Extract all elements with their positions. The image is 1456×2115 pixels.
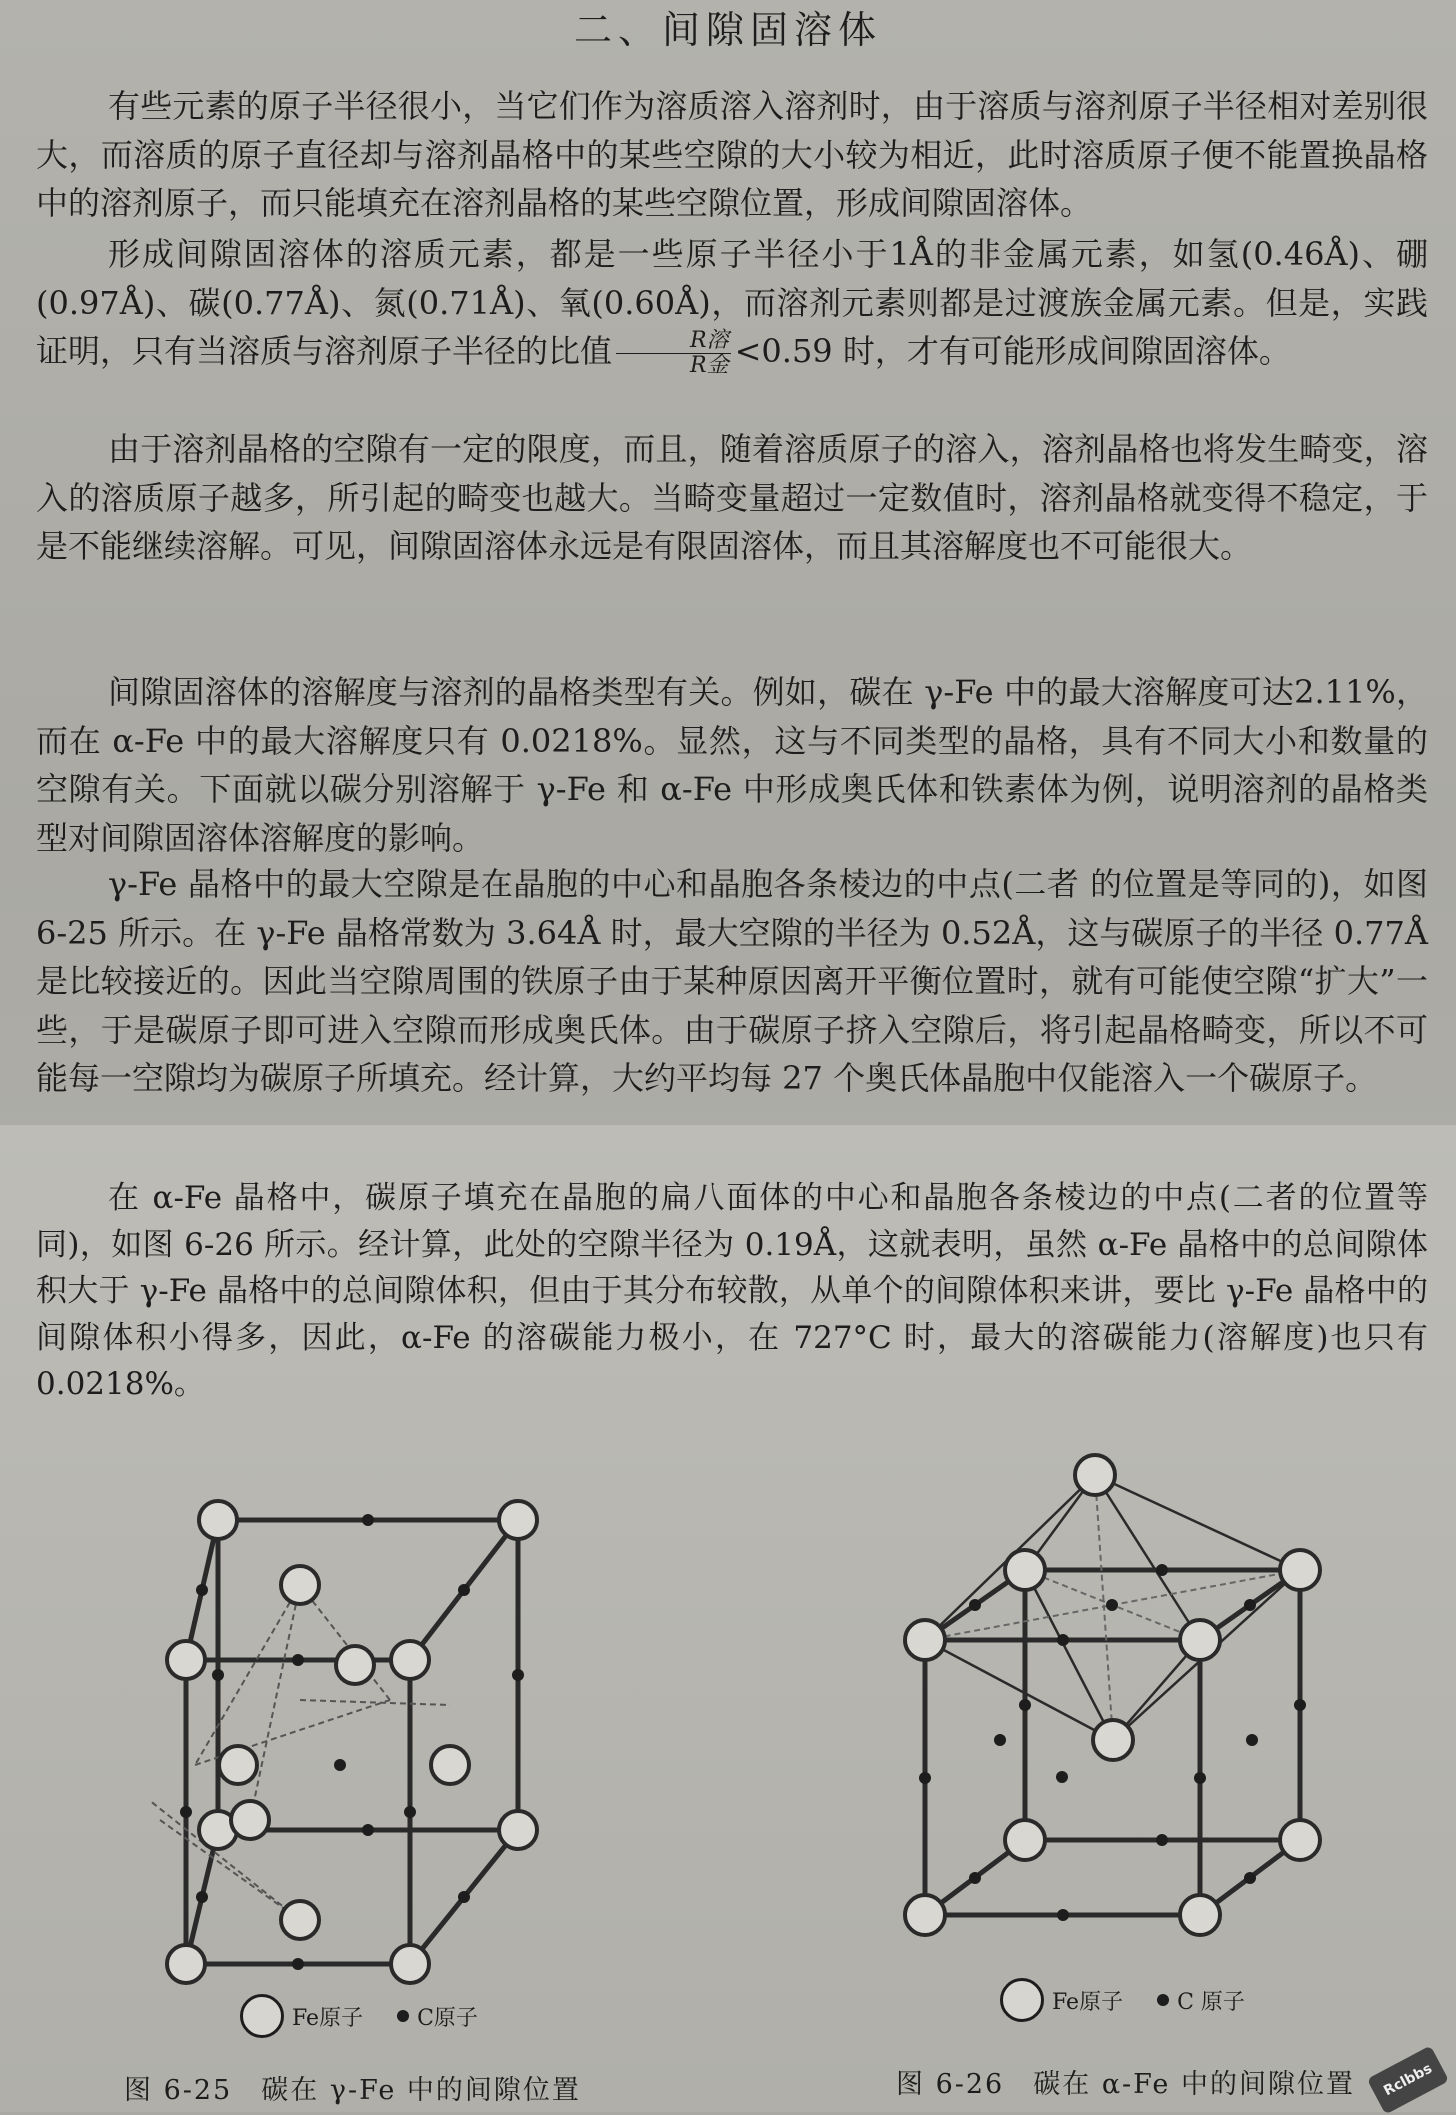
c-interstitial — [1156, 1834, 1168, 1846]
c-atom-legend-label: C原子 — [417, 2005, 478, 2031]
c-interstitial — [1246, 1734, 1258, 1746]
c-interstitial-octa-center — [1106, 1599, 1118, 1611]
c-interstitial — [196, 1584, 208, 1596]
c-atom-legend-icon — [1157, 1994, 1169, 2006]
fig25-legend — [240, 1994, 512, 2038]
fe-atom-corner — [1280, 1550, 1320, 1590]
paragraph-4: 间隙固溶体的溶解度与溶剂的晶格类型有关。例如，碳在 γ-Fe 中的最大溶解度可达2.11%，而在 α-Fe 中的最大溶解度只有 0.0218%。显然，这与不同类型的晶格，具有不同大小和数量的空隙有关。下面就以碳分别溶解于 γ-Fe 和 α-Fe 中形成奥氏体和铁素体为例，说明溶剂的晶格类型对间隙固溶体溶解度的影响。 — [36, 673, 1428, 857]
c-interstitial — [512, 1669, 524, 1681]
fraction-numerator: R溶 — [616, 329, 731, 354]
fe-atom-face — [231, 1801, 269, 1839]
fe-atom-corner — [167, 1945, 205, 1983]
c-interstitial — [919, 1772, 931, 1784]
c-interstitial — [212, 1669, 224, 1681]
fe-atom-legend-icon — [240, 1994, 284, 2038]
fe-atom-corner — [1005, 1820, 1045, 1860]
fe-atom-legend-label: Fe原子 — [1052, 1989, 1124, 2015]
c-interstitial — [994, 1734, 1006, 1746]
fcc-lattice-figure — [150, 1480, 580, 2000]
paragraph-6: 在 α-Fe 晶格中，碳原子填充在晶胞的扁八面体的中心和晶胞各条棱边的中点(二者的位置等同)，如图 6-26 所示。经计算，此处的空隙半径为 0.19Å，这就表明，虽然 α-Fe 晶格中的总间隙体积大于 γ-Fe 晶格中的总间隙体积，但由于其分布较散，从单个的间隙体积来讲，要比 γ-Fe 晶格中的间隙体积小得多，因此，α-Fe 的溶碳能力极小，在 727°C 时，最大的溶碳能力(溶解度)也只有 0.0218%。 — [36, 1180, 1428, 1402]
c-interstitial — [404, 1806, 416, 1818]
paragraph-2 — [36, 230, 1428, 378]
fe-atom-face — [281, 1566, 319, 1604]
c-interstitial — [1057, 1909, 1069, 1921]
c-interstitial — [1244, 1872, 1256, 1884]
radius-ratio-fraction — [616, 329, 731, 378]
fe-atom-corner — [1180, 1895, 1220, 1935]
fe-atom-legend-label: Fe原子 — [292, 2005, 364, 2031]
bcc-lattice-figure — [880, 1440, 1350, 1945]
paragraph-1: 有些元素的原子半径很小，当它们作为溶质溶入溶剂时，由于溶质与溶剂原子半径相对差别很大，而溶质的原子直径却与溶剂晶格中的某些空隙的大小较为相近，此时溶质原子便不能置换晶格中的溶剂原子，而只能填充在溶剂晶格的某些空隙位置，形成间隙固溶体。 — [36, 87, 1428, 222]
c-interstitial — [1244, 1599, 1256, 1611]
fe-atom-corner — [1005, 1550, 1045, 1590]
paragraph-5: γ-Fe 晶格中的最大空隙是在晶胞的中心和晶胞各条棱边的中点(二者 的位置是等同的)，如图 6-25 所示。在 γ-Fe 晶格常数为 3.64Å 时，最大空隙的半径为 0.52Å，这与碳原子的半径 0.77Å 是比较接近的。因此当空隙周围的铁原子由于某种原因离开平衡位置时，就有可能使空隙“扩大”一些，于是碳原子即可进入空隙而形成奥氏体。由于碳原子挤入空隙后，将引起晶格畸变，所以不可能每一空隙均为碳原子所填充。经计算，大约平均每 27 个奥氏体晶胞中仅能溶入一个碳原子。 — [36, 865, 1428, 1097]
fe-atom-corner — [391, 1641, 429, 1679]
c-interstitial — [1294, 1699, 1306, 1711]
fe-atom-corner — [1280, 1820, 1320, 1860]
paragraph-2-text-b: <0.59 时，才有可能形成间隙固溶体。 — [734, 332, 1291, 370]
c-interstitial — [458, 1891, 470, 1903]
c-interstitial — [196, 1891, 208, 1903]
fig25-caption: 图 6-25 碳在 γ-Fe 中的间隙位置 — [124, 2075, 581, 2106]
fe-atom-face — [219, 1746, 257, 1784]
fraction-denominator: R金 — [690, 353, 729, 378]
fe-atom-corner — [1180, 1620, 1220, 1660]
c-interstitial — [362, 1824, 374, 1836]
c-interstitial — [1156, 1564, 1168, 1576]
c-interstitial — [969, 1599, 981, 1611]
c-interstitial — [292, 1958, 304, 1970]
c-interstitial — [1056, 1771, 1068, 1783]
c-interstitial — [458, 1584, 470, 1596]
fe-atom-body-center-upper — [1075, 1455, 1115, 1495]
fe-atom-corner — [905, 1895, 945, 1935]
c-interstitial — [1194, 1772, 1206, 1784]
fe-atom-face — [281, 1901, 319, 1939]
fe-atom-face — [431, 1746, 469, 1784]
c-interstitial — [1019, 1699, 1031, 1711]
fe-atom-legend-icon — [1000, 1978, 1044, 2022]
c-interstitial — [362, 1514, 374, 1526]
fe-atom-corner — [905, 1620, 945, 1660]
paragraph-2-text-a: 形成间隙固溶体的溶质元素，都是一些原子半径小于1Å的非金属元素，如氢(0.46Å)、硼(0.97Å)、碳(0.77Å)、氮(0.71Å)、氧(0.60Å)，而溶剂元素则都是过渡族金属元素。但是，实践证明，只有当溶质与溶剂原子半径的比值 — [36, 235, 1428, 370]
c-interstitial — [180, 1806, 192, 1818]
fe-atom-corner — [391, 1945, 429, 1983]
fe-atom-face — [336, 1646, 374, 1684]
c-atom-legend-icon — [397, 2010, 409, 2022]
c-interstitial — [292, 1654, 304, 1666]
c-interstitial-center — [334, 1759, 346, 1771]
section-title: 二、间隙固溶体 — [573, 8, 882, 52]
fe-atom-corner — [167, 1641, 205, 1679]
fe-atom-corner — [499, 1811, 537, 1849]
fe-atom-body-center — [1093, 1720, 1133, 1760]
c-interstitial — [1057, 1634, 1069, 1646]
fe-atom-corner — [499, 1501, 537, 1539]
watermark-logo: Rclbbs — [1367, 2045, 1449, 2114]
fe-atom-corner — [199, 1501, 237, 1539]
fig26-legend — [1000, 1978, 1279, 2022]
c-interstitial — [969, 1872, 981, 1884]
paragraph-3: 由于溶剂晶格的空隙有一定的限度，而且，随着溶质原子的溶入，溶剂晶格也将发生畸变，溶入的溶质原子越多，所引起的畸变也越大。当畸变量超过一定数值时，溶剂晶格就变得不稳定，于是不能继续溶解。可见，间隙固溶体永远是有限固溶体，而且其溶解度也不可能很大。 — [36, 430, 1428, 565]
fig26-caption: 图 6-26 碳在 α-Fe 中的间隙位置 — [896, 2069, 1355, 2100]
c-atom-legend-label: C 原子 — [1177, 1989, 1245, 2015]
